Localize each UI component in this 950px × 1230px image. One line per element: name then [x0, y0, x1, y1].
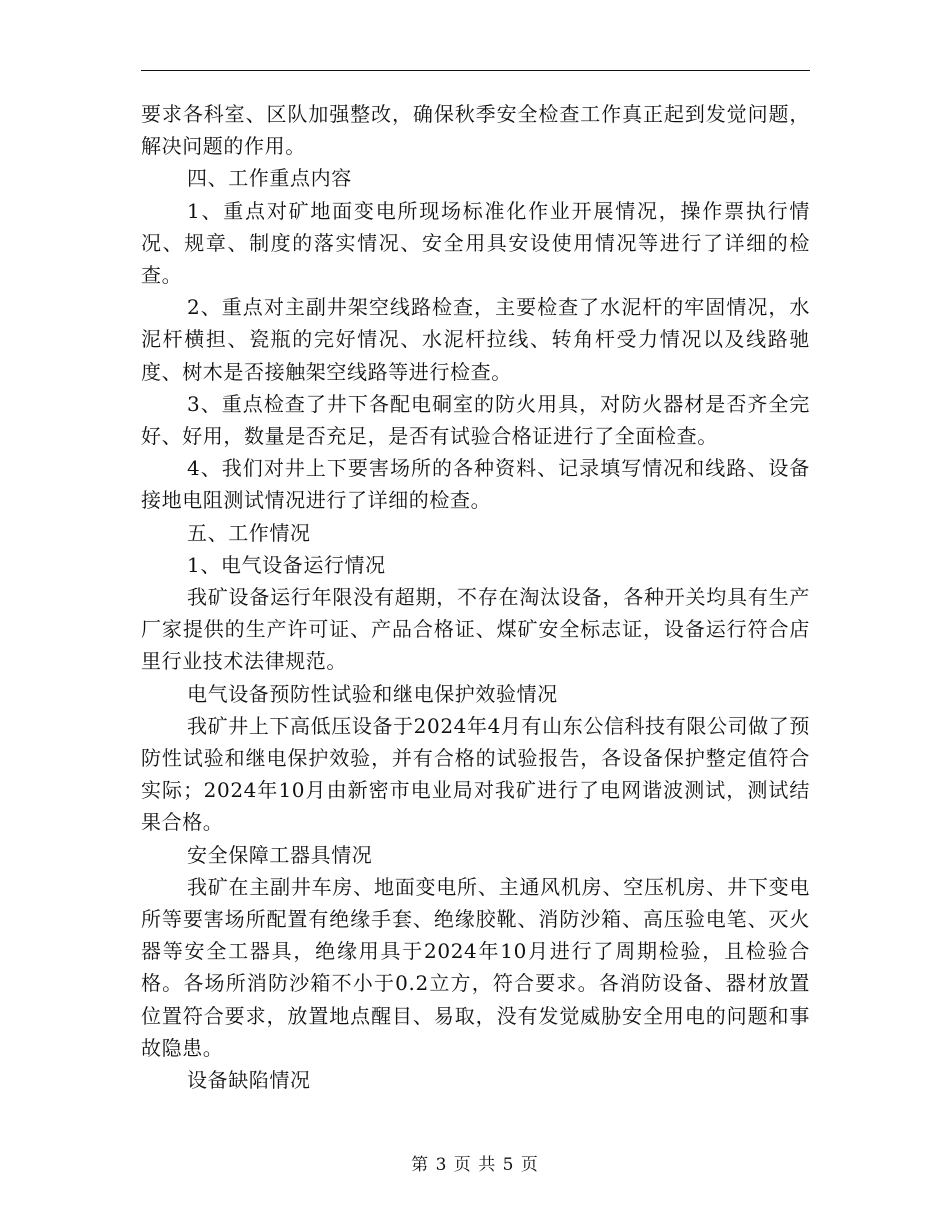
subsection-heading: 安全保障工器具情况: [187, 842, 373, 867]
paragraph: 我矿设备运行年限没有超期，不存在淘汰设备，各种开关均具有生产厂家提供的生产许可证、产品合格证、煤矿安全标志证，设备运行符合店里行业技术法律规范。: [141, 585, 810, 674]
section-heading: 四、工作重点内容: [187, 166, 352, 191]
paragraph: 2、重点对主副井架空线路检查，主要检查了水泥杆的牢固情况，水泥杆横担、瓷瓶的完好情况、水泥杆拉线、转角杆受力情况以及线路驰度、树木是否接触架空线路等进行检查。: [141, 295, 810, 384]
paragraph: 我矿井上下高低压设备于2024年4月有山东公信科技有限公司做了预防性试验和继电保护效验，并有合格的试验报告，各设备保护整定值符合实际；2024年10月由新密市电业局对我矿进行了电网谐波测试，测试结果合格。: [141, 713, 810, 835]
section-heading: 五、工作情况: [187, 520, 311, 545]
header-rule: [141, 70, 810, 71]
paragraph: 要求各科室、区队加强整改，确保秋季安全检查工作真正起到发觉问题，解决问题的作用。: [141, 102, 810, 159]
subsection-heading: 设备缺陷情况: [187, 1068, 311, 1093]
paragraph: 4、我们对井上下要害场所的各种资料、记录填写情况和线路、设备接地电阻测试情况进行了详细的检查。: [141, 456, 810, 513]
page-number-footer: 第 3 页 共 5 页: [411, 1155, 539, 1175]
paragraph: 3、重点检查了井下各配电硐室的防火用具，对防火器材是否齐全完好、好用，数量是否充足，是否有试验合格证进行了全面检查。: [141, 391, 810, 449]
paragraph: 1、重点对矿地面变电所现场标准化作业开展情况，操作票执行情况、规章、制度的落实情况、安全用具安设使用情况等进行了详细的检查。: [141, 198, 810, 288]
subsection-heading: 1、电气设备运行情况: [187, 552, 386, 577]
document-body: [141, 98, 810, 1096]
subsection-heading: 电气设备预防性试验和继电保护效验情况: [187, 681, 558, 706]
paragraph: 我矿在主副井车房、地面变电所、主通风机房、空压机房、井下变电所等要害场所配置有绝缘手套、绝缘胶靴、消防沙箱、高压验电笔、灭火器等安全工器具，绝缘用具于2024年10月进行了周期检验，且检验合格。各场所消防沙箱不小于0.2立方，符合要求。各消防设备、器材放置位置符合要求，放置地点醒目、易取，没有发觉威胁安全用电的问题和事故隐患。: [141, 874, 810, 1060]
